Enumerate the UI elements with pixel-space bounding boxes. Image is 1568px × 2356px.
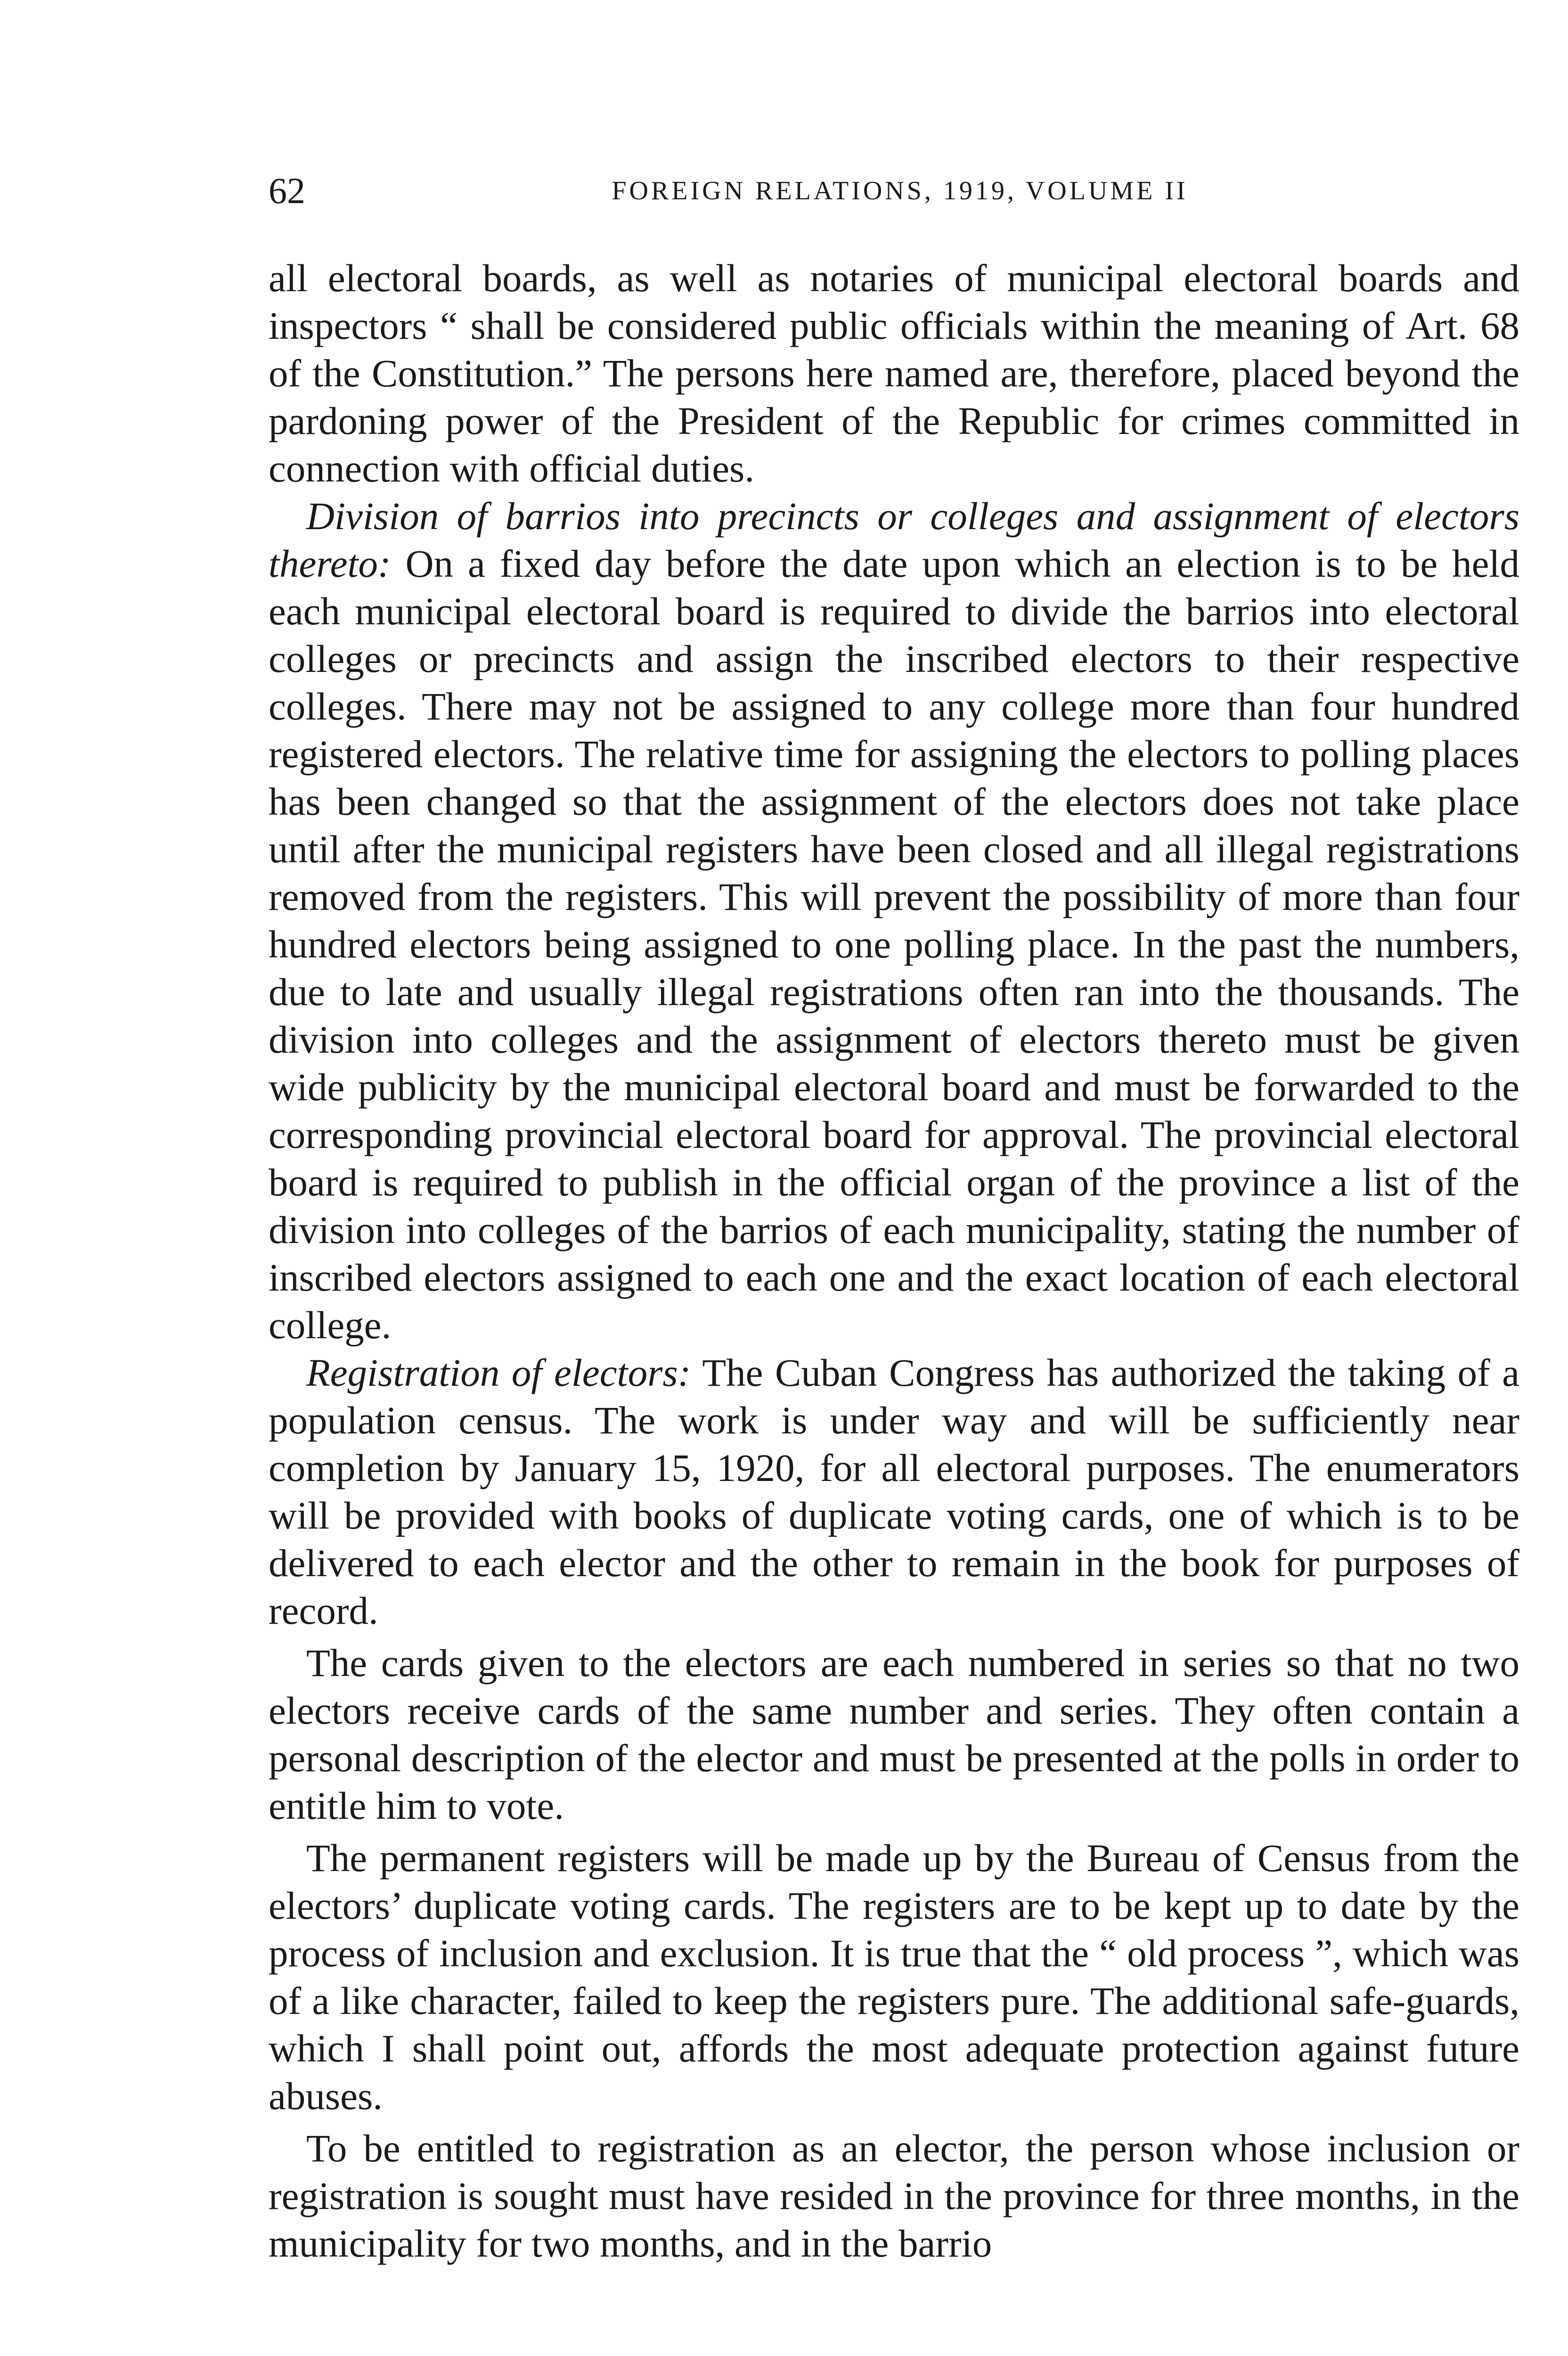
paragraph-text: The permanent registers will be made up by the Bureau of Census from the electors’ duplicate voting cards. The registers are to be kept up to date by the process of inclusion and exclusion. It is true that the “ old process ”, which was of a like character, failed to keep the registers pure. The additional safe-guards, which I shall point out, affords the most adequate protection against future abuses. [269,1836,1519,2118]
paragraph-residence-requirements [269,2125,1519,2267]
paragraph-text: all electoral boards, as well as notaries of municipal electoral boards and inspectors “ shall be considered public officials within the meaning of Art. 68 of the Constitution.” The persons here named are, therefore, placed beyond the pardoning power of the President of the Republic for crimes committed in connection with official duties. [269,256,1519,490]
paragraph-registration-of-electors [269,1349,1519,1635]
paragraph-text: To be entitled to registration as an elector, the person whose inclusion or registration is sought must have resided in the province for three months, in the municipality for two months, and in the barrio [269,2127,1519,2265]
paragraph-voting-cards [269,1639,1519,1830]
paragraph-public-officials [269,254,1519,492]
running-head: FOREIGN RELATIONS, 1919, VOLUME II [612,176,1188,205]
section-heading-division: Division of barrios into precincts or colleges and assignment of electors thereto: [269,494,1519,585]
section-heading-registration: Registration of electors: [306,1351,691,1394]
paragraph-text: The Cuban Congress has authorized the taking of a population census. The work is under way and will be sufficiently near completion by January 15, 1920, for all electoral purposes. The enumerators will be provided with books of duplicate voting cards, one of which is to be delivered to each elector and the other to remain in the book for purposes of record. [269,1351,1520,1632]
page-header [269,165,1531,217]
paragraph-division-of-barrios [269,492,1519,1349]
paragraph-text: The cards given to the electors are each numbered in series so that no two electors receive cards of the same number and series. They often contain a personal description of the elector and must be presented at the polls in order to entitle him to vote. [269,1641,1519,1827]
paragraph-permanent-registers [269,1834,1519,2120]
body-text [269,254,1519,2267]
page-number: 62 [269,170,305,211]
paragraph-text: On a fixed day before the date upon which an election is to be held each municipal electoral board is required to divide the barrios into electoral colleges or precincts and assign the inscribed electors to their respective colleges. There may not be assigned to any college more than four hundred registered electors. The relative time for assigning the electors to polling places has been changed so that the assignment of the electors does not take place until after the municipal registers have been closed and all illegal registrations removed from the registers. This will prevent the possibility of more than four hundred electors being assigned to one polling place. In the past the numbers, due to late and usually illegal registrations often ran into the thousands. The division into colleges and the assignment of electors thereto must be given wide publicity by the municipal electoral board and must be forwarded to the corresponding provincial electoral board for approval. The provincial electoral board is required to publish in the official organ of the province a list of the division into colleges of the barrios of each municipality, stating the number of inscribed electors assigned to each one and the exact location of each electoral college. [269,542,1519,1347]
